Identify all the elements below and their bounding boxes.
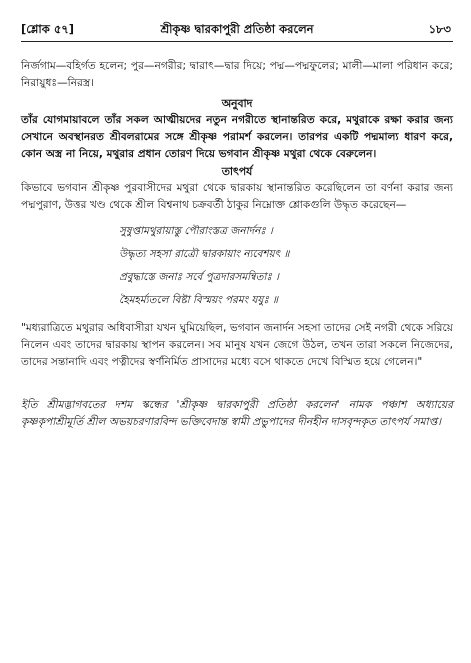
page-body <box>21 58 453 431</box>
verse-line: সুষুপ্তামথুরায়াস্তু পৌরাংস্তত্র জনার্দনঃ । <box>119 225 273 237</box>
purport-intro-paragraph: কিভাবে ভগবান শ্রীকৃষ্ণ পুরবাসীদের মথুরা থেকে দ্বারকায় স্থানান্তরিত করেছিলেন তা বর্ণনা করার জন্য পদ্মপুরাণ, উত্তর খণ্ড থেকে শ্রীল বিশ্বনাথ চক্রবর্তী ঠাকুর নিম্নোক্ত শ্লোকগুলি উদ্ধৃত করেছেন— <box>21 182 453 211</box>
verse-translation-paragraph: "মধ্যরাত্রিতে মথুরার অধিবাসীরা যখন ঘুমিয়েছিল, ভগবান জনার্দন সহসা তাদের সেই নগরী থেকে সরিয়ে নিলেন এবং তাদের দ্বারকায় স্থাপন করলেন। সব মানুষ যখন জেগে উঠল, তখন তারা সকলে নিজেদের, তাদের সন্তানাদি এবং পত্নীদের স্বর্ণনির্মিত প্রাসাদের মধ্যে বসে থাকতে দেখে বিস্মিত হয়ে গেলেন।" <box>21 322 453 368</box>
chapter-colophon: ইতি শ্রীমদ্ভাগবতের দশম স্কন্ধের 'শ্রীকৃষ্ণ দ্বারকাপুরী প্রতিষ্ঠা করলেন' নামক পঞ্চাশ অধ্যায়ের কৃষ্ণকৃপাশ্রীমূর্তি শ্রীল অভয়চরণারবিন্দ ভক্তিবেদান্ত স্বামী প্রভুপাদের দীনহীন দাসবৃন্দকৃত তাৎপর্য সমাপ্ত। <box>21 399 453 428</box>
page-number: ১৮৩ <box>428 22 451 36</box>
chapter-title: শ্রীকৃষ্ণ দ্বারকাপুরী প্রতিষ্ঠা করলেন <box>160 22 314 36</box>
verse-line: প্রবুদ্ধাস্তে জনাঃ সর্বে পুত্রদারসমন্বিতাঃ । <box>119 271 279 283</box>
purport-heading: তাৎপর্য <box>221 165 253 178</box>
translation-paragraph: তাঁর যোগমায়াবলে তাঁর সকল আত্মীয়দের নতুন নগরীতে স্থানান্তরিত করে, মথুরাকে রক্ষা করার জন্য সেখানে অবস্থানরত শ্রীবলরামের সঙ্গে শ্রীকৃষ্ণ পরামর্শ করলেন। তারপর একটি পদ্মমাল্য ধারণ করে, কোন অস্ত্র না নিয়ে, মথুরার প্রধান তোরণ দিয়ে ভগবান শ্রীকৃষ্ণ মথুরা থেকে বেরুলেন। <box>21 114 453 160</box>
synonyms-paragraph: নির্জগাম—বহির্গত হলেন; পুর—নগরীর; দ্বারাৎ—দ্বার দিয়ে; পদ্ম—পদ্মফুলের; মালী—মালা পরিধান করে; নিরায়ুধঃ—নিরস্ত্র। <box>21 60 453 89</box>
verse-line: হৈমহর্ম্যতলে বিষ্টা বিস্ময়ং পরমং যযুঃ ॥ <box>119 294 279 306</box>
verse-reference: [শ্লোক ৫৭] <box>21 22 75 36</box>
translation-heading: অনুবাদ <box>221 97 253 110</box>
sanskrit-verse <box>119 220 453 312</box>
page-header <box>21 19 453 42</box>
verse-line: উদ্ধৃত্য সহসা রাত্রৌ দ্বারকায়াং ন্যবেশয়ৎ ॥ <box>119 248 290 260</box>
